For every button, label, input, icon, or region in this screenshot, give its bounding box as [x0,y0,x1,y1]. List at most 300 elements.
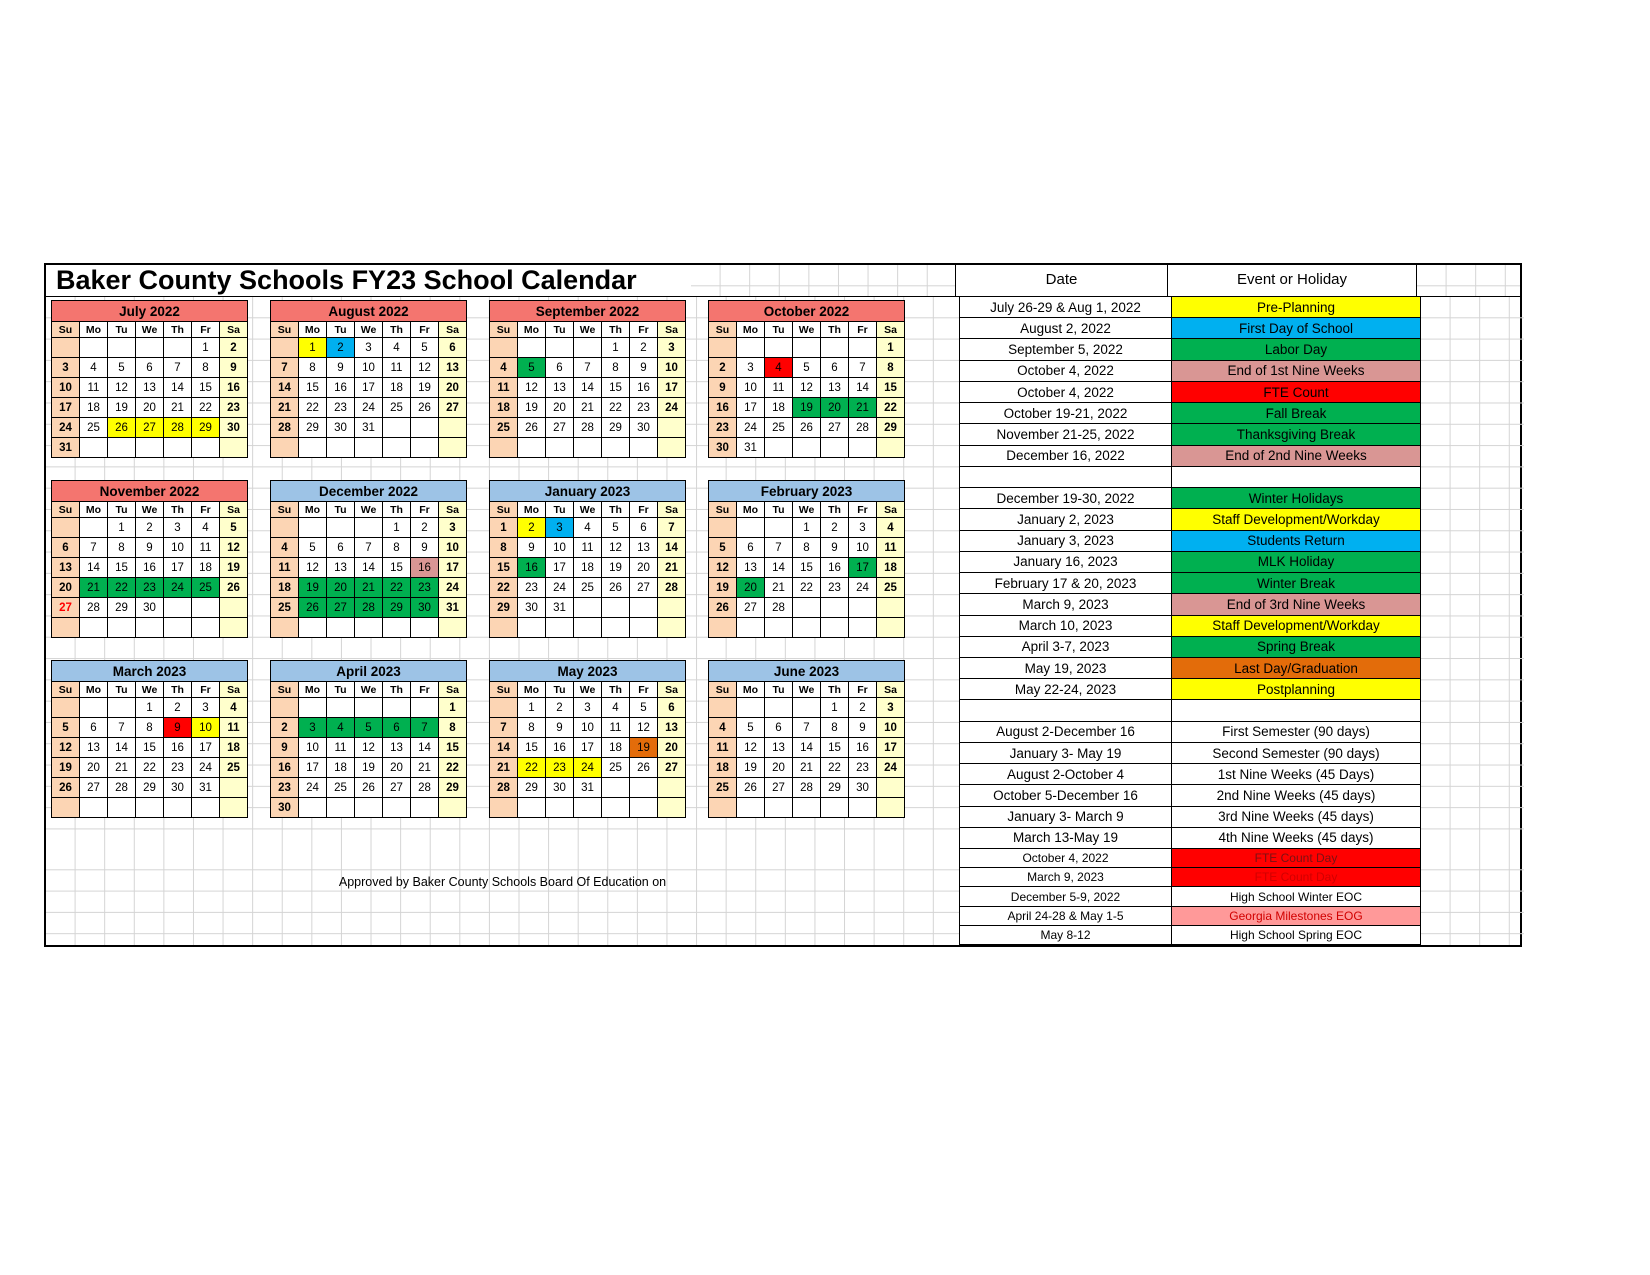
day-cell [411,798,439,818]
day-cell: 7 [164,358,192,378]
dow-header-th: Th [164,682,192,698]
day-cell: 9 [546,718,574,738]
legend-event-cell: 4th Nine Weeks (45 days) [1171,828,1421,849]
day-cell: 27 [52,598,80,618]
day-cell: 5 [108,358,136,378]
day-cell: 25 [490,418,518,438]
day-cell: 31 [192,778,220,798]
dow-header-mo: Mo [299,322,327,338]
legend-date-cell: April 3-7, 2023 [959,637,1171,658]
day-cell: 4 [574,518,602,538]
day-cell: 20 [658,738,686,758]
day-cell [355,798,383,818]
day-cell: 8 [602,358,630,378]
legend-date-cell: December 16, 2022 [959,446,1171,467]
day-cell: 7 [849,358,877,378]
day-cell [546,438,574,458]
dow-header-we: We [574,682,602,698]
legend-date-cell: March 9, 2023 [959,868,1171,887]
day-cell: 27 [136,418,164,438]
day-cell [383,798,411,818]
day-cell: 19 [108,398,136,418]
day-cell [108,618,136,638]
day-cell: 14 [765,558,793,578]
legend-event-cell: High School Spring EOC [1171,926,1421,945]
legend-date-header: Date [955,265,1167,296]
day-cell [518,338,546,358]
day-cell [439,618,467,638]
day-cell [52,798,80,818]
day-cell [602,598,630,618]
day-cell: 22 [821,758,849,778]
day-cell: 21 [658,558,686,578]
day-cell: 6 [136,358,164,378]
day-cell [546,618,574,638]
day-cell: 5 [518,358,546,378]
day-cell: 28 [164,418,192,438]
day-cell [658,438,686,458]
legend-row [959,318,1421,339]
legend-date-cell: January 3, 2023 [959,531,1171,552]
day-cell: 20 [630,558,658,578]
day-cell [411,618,439,638]
day-cell: 4 [383,338,411,358]
day-cell [658,618,686,638]
dow-header-th: Th [164,502,192,518]
day-cell: 9 [327,358,355,378]
legend-row [959,907,1421,926]
dow-header-tu: Tu [546,322,574,338]
legend-row [959,887,1421,906]
day-cell: 13 [383,738,411,758]
day-cell: 17 [877,738,905,758]
day-cell: 7 [574,358,602,378]
dow-header-mo: Mo [737,682,765,698]
month-title: March 2023 [52,661,248,682]
dow-header-fr: Fr [192,502,220,518]
day-cell: 21 [411,758,439,778]
legend-event-cell: FTE Count Day [1171,849,1421,868]
legend-date-cell: January 3- May 19 [959,743,1171,764]
dow-header-mo: Mo [299,502,327,518]
day-cell: 2 [220,338,248,358]
day-cell: 14 [271,378,299,398]
day-cell [192,618,220,638]
day-cell [877,598,905,618]
day-cell [709,618,737,638]
day-cell: 18 [490,398,518,418]
legend-row [959,424,1421,445]
dow-header-sa: Sa [220,502,248,518]
day-cell: 22 [108,578,136,598]
day-cell: 30 [518,598,546,618]
day-cell: 9 [271,738,299,758]
day-cell [602,438,630,458]
day-cell: 17 [439,558,467,578]
day-cell: 28 [658,578,686,598]
day-cell [299,618,327,638]
day-cell [821,438,849,458]
day-cell: 18 [574,558,602,578]
day-cell: 8 [439,718,467,738]
day-cell: 11 [271,558,299,578]
day-cell [490,698,518,718]
day-cell: 20 [52,578,80,598]
legend-event-cell: Second Semester (90 days) [1171,743,1421,764]
day-cell [355,698,383,718]
day-cell: 2 [709,358,737,378]
day-cell: 24 [439,578,467,598]
dow-header-su: Su [52,682,80,698]
dow-header-th: Th [821,322,849,338]
dow-header-tu: Tu [765,502,793,518]
legend-date-cell: December 5-9, 2022 [959,887,1171,906]
day-cell: 14 [793,738,821,758]
month-title: February 2023 [709,481,905,502]
day-cell: 19 [220,558,248,578]
day-cell: 1 [602,338,630,358]
legend-row [959,382,1421,403]
day-cell: 8 [136,718,164,738]
day-cell: 27 [737,598,765,618]
day-cell: 7 [411,718,439,738]
legend-row [959,509,1421,530]
day-cell: 21 [574,398,602,418]
day-cell: 12 [52,738,80,758]
day-cell: 23 [220,398,248,418]
day-cell: 8 [383,538,411,558]
day-cell: 9 [709,378,737,398]
legend-event-cell: Postplanning [1171,679,1421,700]
day-cell: 5 [793,358,821,378]
day-cell [574,798,602,818]
day-cell: 20 [765,758,793,778]
day-cell: 19 [299,578,327,598]
day-cell: 29 [299,418,327,438]
dow-header-tu: Tu [546,682,574,698]
day-cell: 10 [355,358,383,378]
day-cell: 7 [658,518,686,538]
day-cell: 2 [518,518,546,538]
day-cell: 28 [355,598,383,618]
dow-header-fr: Fr [411,682,439,698]
legend-date-cell: February 17 & 20, 2023 [959,573,1171,594]
month-band [51,480,959,638]
dow-header-sa: Sa [877,502,905,518]
day-cell [765,438,793,458]
month-february-2023 [708,480,905,638]
day-cell: 6 [630,518,658,538]
month-title: June 2023 [709,661,905,682]
day-cell: 23 [518,578,546,598]
day-cell: 14 [164,378,192,398]
day-cell: 28 [108,778,136,798]
day-cell [490,618,518,638]
legend-event-cell: 2nd Nine Weeks (45 days) [1171,785,1421,806]
day-cell: 26 [737,778,765,798]
day-cell: 2 [164,698,192,718]
day-cell: 7 [271,358,299,378]
approval-note: Approved by Baker County Schools Board Of Education on [338,875,667,889]
day-cell: 19 [630,738,658,758]
day-cell: 10 [574,718,602,738]
legend-row [959,594,1421,615]
day-cell: 13 [821,378,849,398]
month-band [51,300,959,458]
day-cell: 26 [355,778,383,798]
day-cell: 3 [52,358,80,378]
legend-row [959,868,1421,887]
day-cell: 3 [299,718,327,738]
day-cell: 29 [439,778,467,798]
day-cell: 23 [546,758,574,778]
day-cell [80,618,108,638]
legend-date-cell: May 8-12 [959,926,1171,945]
dow-header-sa: Sa [439,322,467,338]
day-cell: 18 [192,558,220,578]
day-cell: 24 [658,398,686,418]
day-cell: 16 [220,378,248,398]
day-cell: 5 [602,518,630,538]
legend-event-cell: MLK Holiday [1171,552,1421,573]
day-cell: 27 [439,398,467,418]
day-cell: 13 [136,378,164,398]
legend-event-cell: Staff Development/Workday [1171,509,1421,530]
day-cell [383,418,411,438]
day-cell: 11 [490,378,518,398]
day-cell: 15 [877,378,905,398]
day-cell [490,338,518,358]
day-cell [299,518,327,538]
day-cell [546,338,574,358]
day-cell: 16 [709,398,737,418]
day-cell [630,778,658,798]
day-cell: 28 [80,598,108,618]
day-cell: 30 [411,598,439,618]
day-cell: 6 [439,338,467,358]
dow-header-fr: Fr [630,682,658,698]
dow-header-fr: Fr [849,322,877,338]
day-cell [355,518,383,538]
day-cell: 8 [518,718,546,738]
day-cell: 16 [327,378,355,398]
day-cell: 28 [793,778,821,798]
legend-table-bottom [959,849,1421,945]
day-cell: 25 [327,778,355,798]
day-cell: 1 [192,338,220,358]
legend-date-cell: January 16, 2023 [959,552,1171,573]
day-cell: 22 [490,578,518,598]
day-cell [108,338,136,358]
day-cell: 25 [602,758,630,778]
dow-header-su: Su [52,502,80,518]
dow-header-su: Su [709,322,737,338]
day-cell: 13 [80,738,108,758]
legend-row [959,658,1421,679]
day-cell: 29 [108,598,136,618]
day-cell [220,798,248,818]
legend-event-cell: End of 1st Nine Weeks [1171,361,1421,382]
day-cell: 10 [439,538,467,558]
day-cell: 20 [737,578,765,598]
day-cell: 21 [765,578,793,598]
day-cell: 3 [164,518,192,538]
day-cell: 1 [439,698,467,718]
legend-date-cell: May 19, 2023 [959,658,1171,679]
legend-event-cell: Winter Holidays [1171,488,1421,509]
day-cell: 18 [383,378,411,398]
day-cell: 15 [793,558,821,578]
day-cell: 5 [737,718,765,738]
day-cell [355,618,383,638]
day-cell: 18 [602,738,630,758]
day-cell: 11 [709,738,737,758]
month-title: October 2022 [709,301,905,322]
dow-header-we: We [574,502,602,518]
day-cell: 9 [630,358,658,378]
dow-header-th: Th [602,502,630,518]
month-april-2023 [270,660,467,818]
legend-event-cell: Georgia Milestones EOG [1171,907,1421,926]
dow-header-sa: Sa [439,502,467,518]
day-cell: 13 [765,738,793,758]
bottom-tail-spacer [1421,849,1524,945]
dow-header-we: We [793,682,821,698]
dow-header-mo: Mo [737,322,765,338]
legend-date-cell: August 2, 2022 [959,318,1171,339]
day-cell: 15 [602,378,630,398]
day-cell: 9 [411,538,439,558]
day-cell [602,798,630,818]
dow-header-th: Th [164,322,192,338]
day-cell: 25 [271,598,299,618]
dow-header-th: Th [821,682,849,698]
day-cell: 5 [709,538,737,558]
day-cell [327,438,355,458]
legend-date-cell: October 5-December 16 [959,785,1171,806]
day-cell: 19 [355,758,383,778]
day-cell [658,598,686,618]
day-cell [327,798,355,818]
dow-header-mo: Mo [737,502,765,518]
day-cell: 25 [877,578,905,598]
day-cell: 13 [546,378,574,398]
body-tail-spacer [1421,297,1524,849]
day-cell [411,418,439,438]
day-cell: 7 [80,538,108,558]
day-cell: 5 [630,698,658,718]
dow-header-sa: Sa [658,322,686,338]
day-cell: 25 [383,398,411,418]
day-cell: 22 [877,398,905,418]
day-cell [821,338,849,358]
day-cell: 4 [192,518,220,538]
day-cell: 1 [136,698,164,718]
day-cell: 23 [630,398,658,418]
day-cell: 27 [630,578,658,598]
day-cell: 26 [793,418,821,438]
day-cell: 30 [271,798,299,818]
day-cell: 1 [383,518,411,538]
day-cell: 9 [518,538,546,558]
day-cell: 16 [136,558,164,578]
day-cell: 24 [164,578,192,598]
legend-date-cell: August 2-October 4 [959,764,1171,785]
day-cell [877,798,905,818]
day-cell: 8 [793,538,821,558]
day-cell: 10 [164,538,192,558]
day-cell: 17 [192,738,220,758]
day-cell: 14 [849,378,877,398]
dow-header-we: We [355,502,383,518]
day-cell: 16 [546,738,574,758]
day-cell: 24 [849,578,877,598]
day-cell: 8 [821,718,849,738]
day-cell: 2 [327,338,355,358]
day-cell [630,598,658,618]
dow-header-su: Su [490,502,518,518]
day-cell: 30 [709,438,737,458]
day-cell [877,778,905,798]
day-cell: 25 [80,418,108,438]
day-cell: 30 [164,778,192,798]
day-cell: 29 [383,598,411,618]
legend-date-cell: March 10, 2023 [959,616,1171,637]
day-cell [737,518,765,538]
day-cell: 24 [192,758,220,778]
day-cell: 31 [737,438,765,458]
month-title: December 2022 [271,481,467,502]
day-cell: 7 [765,538,793,558]
day-cell [658,778,686,798]
legend-event-cell: Staff Development/Workday [1171,616,1421,637]
day-cell: 20 [546,398,574,418]
day-cell [490,798,518,818]
day-cell [877,618,905,638]
day-cell: 20 [383,758,411,778]
legend-date-cell: October 4, 2022 [959,361,1171,382]
day-cell: 24 [52,418,80,438]
day-cell: 21 [793,758,821,778]
day-cell: 12 [630,718,658,738]
day-cell [737,618,765,638]
day-cell: 9 [164,718,192,738]
day-cell: 6 [658,698,686,718]
day-cell: 29 [821,778,849,798]
day-cell: 14 [574,378,602,398]
day-cell [80,338,108,358]
legend-date-cell: December 19-30, 2022 [959,488,1171,509]
day-cell [52,518,80,538]
day-cell: 3 [439,518,467,538]
month-title: July 2022 [52,301,248,322]
dow-header-tu: Tu [327,682,355,698]
day-cell: 18 [327,758,355,778]
day-cell: 8 [877,358,905,378]
legend-event-cell: Pre-Planning [1171,297,1421,318]
day-cell: 22 [518,758,546,778]
dow-header-we: We [355,682,383,698]
legend-event-cell: Labor Day [1171,339,1421,360]
day-cell: 26 [220,578,248,598]
dow-header-we: We [574,322,602,338]
legend-event-cell: End of 2nd Nine Weeks [1171,446,1421,467]
day-cell: 1 [821,698,849,718]
day-cell: 7 [490,718,518,738]
day-cell [52,618,80,638]
dow-header-tu: Tu [765,322,793,338]
day-cell: 30 [136,598,164,618]
